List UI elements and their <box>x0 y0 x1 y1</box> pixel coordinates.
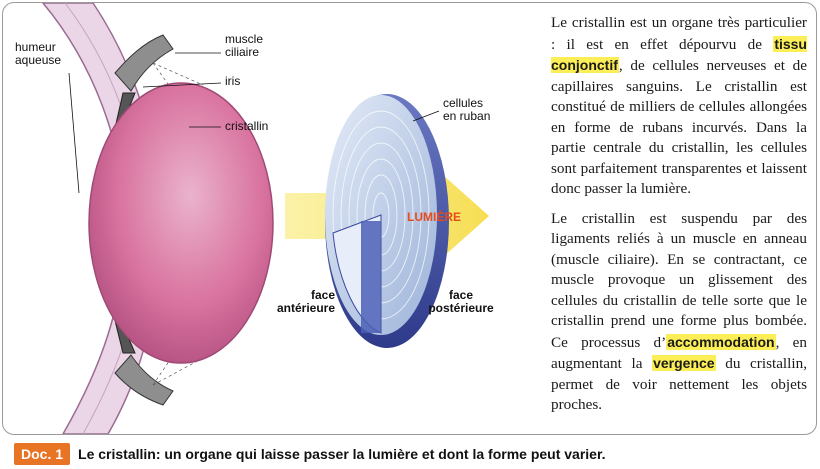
label-muscle-ciliaire: muscle ciliaire <box>225 32 264 59</box>
document-panel <box>2 2 817 435</box>
highlight-accommodation: accommodation <box>667 333 775 350</box>
label-iris: iris <box>225 74 241 88</box>
label-face-anterieure: face antérieure <box>276 288 335 315</box>
label-face-posterieure: face postérieure <box>428 288 494 315</box>
highlight-tissu-conjonctif: tissu conjonctif <box>551 35 807 73</box>
body-text <box>551 13 807 425</box>
figure-caption <box>14 442 606 466</box>
highlight-vergence: vergence <box>653 355 715 371</box>
label-humeur-aqueuse: humeur aqueuse <box>15 40 62 67</box>
ciliary-muscle-top <box>115 35 173 91</box>
label-lumiere: LUMIÈRE <box>407 210 461 224</box>
paragraph-2: Le cristallin est suspendu par des ligaments reliés à un muscle en anneau (muscle ciliaire). En se contractant, ce muscle provoque un glissement des cellules du cristallin de telle sorte que le cristallin prend une forme plus bombée. Ce processus d’accommodation, en augmentant la vergence du cristallin, permet de voir nettement les objets proches. <box>551 209 808 413</box>
paragraph-1: Le cristallin est un organe très particulier : il est en effet dépourvu de tissu conjonctif, de cellules nerveuses et de capillaires sanguins. Le cristallin est constitué de milliers de cellules allongées en forme de rubans incurvés. Dans la partie centrale du cristallin, les cellules sont parfaitement transparentes et laissent donc passer la lumière. <box>551 14 807 197</box>
caption-text: Le cristallin: un organe qui laisse passer la lumière et dont la forme peut varier. <box>78 446 606 462</box>
label-cellules-en-ruban: cellules en ruban <box>443 96 491 123</box>
label-cristallin: cristallin <box>225 119 269 133</box>
doc-badge: Doc. 1 <box>14 443 70 465</box>
